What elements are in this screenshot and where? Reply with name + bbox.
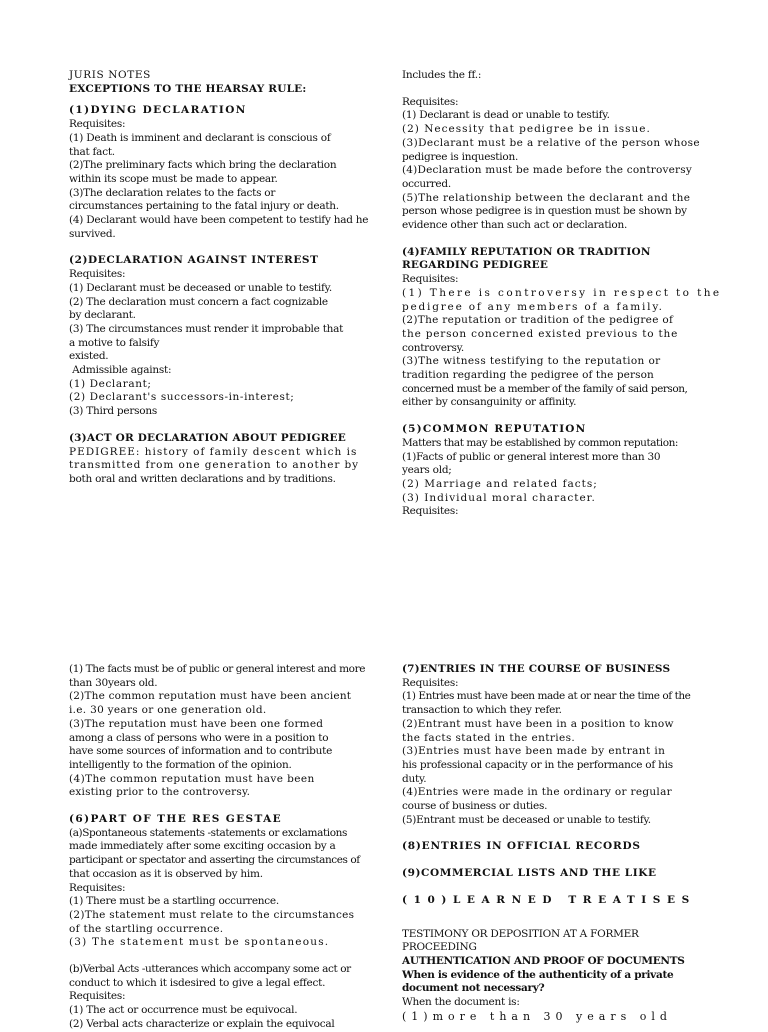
text-line: the person concerned existed previous to the xyxy=(402,327,679,340)
heading-commercial-lists: (9)COMMERCIAL LISTS AND THE LIKE xyxy=(402,867,657,880)
heading-dying-declaration: (1)DYING DECLARATION xyxy=(69,104,247,117)
text-line: (2)Entrant must have been in a position to know xyxy=(402,717,674,730)
text-line: survived. xyxy=(69,227,116,240)
pedigree-text xyxy=(69,446,379,487)
text-line: years old; xyxy=(402,464,452,477)
text-line: existed. xyxy=(69,350,109,363)
text-line: than 30years old. xyxy=(69,676,158,689)
text-line: (3) The circumstances must render it improbable that xyxy=(69,322,344,335)
text-line: (4)The common reputation must have been xyxy=(69,772,315,785)
heading-act-declaration-pedigree: (3)ACT OR DECLARATION ABOUT PEDIGREE xyxy=(69,431,346,444)
text-line: (3)Declarant must be a relative of the person whose xyxy=(402,136,700,149)
text-line: his professional capacity or in the performance of his xyxy=(402,758,673,771)
heading-family-reputation: (4)FAMILY REPUTATION OR TRADITION xyxy=(402,245,651,258)
text-line: (2) Marriage and related facts; xyxy=(402,477,598,490)
text-line: (2) Necessity that pedigree be in issue. xyxy=(402,123,651,136)
text-line: a motive to falsify xyxy=(69,336,160,349)
text-line: pedigree of any members of a family. xyxy=(402,300,664,313)
text-line: transmitted from one generation to another by xyxy=(69,459,359,472)
text-line: intelligently to the formation of the opinion. xyxy=(69,758,292,771)
testimony-line-2: PROCEEDING xyxy=(402,941,477,954)
column-bottom-left xyxy=(69,663,379,1032)
text-line: Requisites: xyxy=(69,881,126,894)
text-line: Requisites: xyxy=(402,676,459,689)
heading-official-records: (8)ENTRIES IN OFFICIAL RECORDS xyxy=(402,840,641,853)
res-gestae-text xyxy=(69,827,379,950)
column-top-left xyxy=(69,69,379,487)
document-title: EXCEPTIONS TO THE HEARSAY RULE: xyxy=(69,82,307,95)
text-line: (4)Entries were made in the ordinary or regular xyxy=(402,786,672,799)
text-line: conduct to which it isdesired to give a legal effect. xyxy=(69,976,326,989)
text-line: (1) Death is imminent and declarant is conscious of xyxy=(69,131,331,144)
text-line: (3)Entries must have been made by entrant in xyxy=(402,745,666,758)
declaration-against-interest-text xyxy=(69,268,379,419)
heading-family-reputation-cont: REGARDING PEDIGREE xyxy=(402,259,549,272)
text-line: by declarant. xyxy=(69,309,136,322)
heading-entries-business: (7)ENTRIES IN THE COURSE OF BUSINESS xyxy=(402,663,671,675)
pedigree-requisites xyxy=(402,96,702,233)
question-line-2: document not necessary? xyxy=(402,982,545,995)
text-line: (1) Declarant is dead or unable to testify. xyxy=(402,109,610,122)
text-line: person whose pedigree is in question must be shown by xyxy=(402,205,687,218)
text-line: (3) The statement must be spontaneous. xyxy=(69,936,330,949)
dying-declaration-text xyxy=(69,118,379,241)
text-line: course of business or duties. xyxy=(402,800,548,813)
heading-declaration-against-interest: (2)DECLARATION AGAINST INTEREST xyxy=(69,254,319,267)
text-line: concerned must be a member of the family of said person, xyxy=(402,382,688,395)
text-line: evidence other than such act or declaration. xyxy=(402,219,628,232)
text-line: both oral and written declarations and by traditions. xyxy=(69,472,336,485)
text-line: transaction to which they refer. xyxy=(402,704,562,717)
text-line: (1) There is controversy in respect to the xyxy=(402,286,722,299)
text-line: Admissible against: xyxy=(69,364,172,377)
text-line: that occasion as it is observed by him. xyxy=(69,867,263,880)
text-line: (1) Entries must have been made at or near the time of the xyxy=(402,690,691,703)
text-line: the facts stated in the entries. xyxy=(402,731,576,744)
text-line: circumstances pertaining to the fatal injury or death. xyxy=(69,200,339,213)
text-line: (3)The reputation must have been one formed xyxy=(69,717,324,730)
more-than-30-line: (1)more than 30 years old xyxy=(402,1009,672,1023)
text-line: have some sources of information and to contribute xyxy=(69,745,333,758)
text-line: within its scope must be made to appear. xyxy=(69,172,278,185)
text-line: Requisites: xyxy=(402,273,459,286)
text-line: (2)The reputation or tradition of the pedigree of xyxy=(402,314,674,327)
text-line: PEDIGREE: history of family descent which is xyxy=(69,445,358,458)
text-line: Requisites: xyxy=(69,990,126,1003)
common-reputation-requisites xyxy=(69,663,379,800)
text-line: (4)Declaration must be made before the controversy xyxy=(402,164,692,177)
question-line-1: When is evidence of the authenticity of a private xyxy=(402,968,674,981)
text-line: Requisites: xyxy=(69,118,126,131)
text-line: (1) Declarant; xyxy=(69,377,152,390)
text-line: of the startling occurrence. xyxy=(69,922,224,935)
text-line: duty. xyxy=(402,772,427,785)
entries-business-text xyxy=(402,677,702,828)
heading-common-reputation: (5)COMMON REPUTATION xyxy=(402,423,587,436)
text-line: (b)Verbal Acts -utterances which accompany some act or xyxy=(69,963,351,976)
heading-authentication: AUTHENTICATION AND PROOF OF DOCUMENTS xyxy=(402,954,685,967)
column-top-right xyxy=(402,69,722,519)
text-line: tradition regarding the pedigree of the person xyxy=(402,369,654,382)
text-line: (2) Verbal acts characterize or explain the equivocal xyxy=(69,1017,335,1030)
text-line: (3)The declaration relates to the facts or xyxy=(69,186,276,199)
text-line: controversy. xyxy=(402,341,464,354)
text-line: (1) The facts must be of public or general interest and more xyxy=(69,663,366,675)
text-line: Requisites: xyxy=(402,95,459,108)
family-reputation-text xyxy=(402,273,722,410)
text-line: (2)The preliminary facts which bring the declaration xyxy=(69,159,337,172)
text-line: (1)Facts of public or general interest more than 30 xyxy=(402,450,661,463)
heading-learned-treatises: (10)LEARNED TREATISES xyxy=(402,893,696,906)
text-line: (3) Individual moral character. xyxy=(402,491,596,504)
text-line: that fact. xyxy=(69,145,115,158)
verbal-acts-text xyxy=(69,963,379,1032)
text-line: made immediately after some exciting occasion by a xyxy=(69,840,336,853)
text-line: i.e. 30 years or one generation old. xyxy=(69,704,267,717)
text-line: (4) Declarant would have been competent to testify had he xyxy=(69,214,369,227)
text-line: (2)The common reputation must have been ancient xyxy=(69,690,352,703)
text-line: (3)The witness testifying to the reputation or xyxy=(402,355,661,368)
column-bottom-right xyxy=(402,663,702,1023)
text-line: Matters that may be established by common reputation: xyxy=(402,436,678,449)
when-document-line: When the document is: xyxy=(402,996,520,1009)
heading-res-gestae: (6)PART OF THE RES GESTAE xyxy=(69,813,283,826)
text-line: Requisites: xyxy=(69,268,126,281)
text-line: among a class of persons who were in a position to xyxy=(69,731,329,744)
text-line: either by consanguinity or affinity. xyxy=(402,396,577,409)
text-line: (5)Entrant must be deceased or unable to testify. xyxy=(402,813,651,826)
text-line: (3) Third persons xyxy=(69,405,157,418)
text-line: (2) Declarant's successors-in-interest; xyxy=(69,391,295,404)
text-line: existing prior to the controversy. xyxy=(69,786,251,799)
text-line: participant or spectator and asserting the circumstances of xyxy=(69,854,360,867)
text-line: (a)Spontaneous statements -statements or exclamations xyxy=(69,826,348,839)
text-line: occurred. xyxy=(402,177,451,190)
text-line: (1) There must be a startling occurrence. xyxy=(69,895,279,908)
testimony-line-1: TESTIMONY OR DEPOSITION AT A FORMER xyxy=(402,927,639,940)
text-line: (5)The relationship between the declarant and the xyxy=(402,191,691,204)
text-line: (2) The declaration must concern a fact cognizable xyxy=(69,295,328,308)
includes-intro: Includes the ff.: xyxy=(402,69,482,81)
text-line: (2)The statement must relate to the circumstances xyxy=(69,908,355,921)
common-reputation-text xyxy=(402,437,702,519)
text-line: pedigree is inquestion. xyxy=(402,150,519,163)
text-line: Requisites: xyxy=(402,505,459,518)
text-line: (1) The act or occurrence must be equivocal. xyxy=(69,1004,298,1017)
header-juris-notes: JURIS NOTES xyxy=(69,69,151,81)
text-line: (1) Declarant must be deceased or unable to testify. xyxy=(69,281,332,294)
